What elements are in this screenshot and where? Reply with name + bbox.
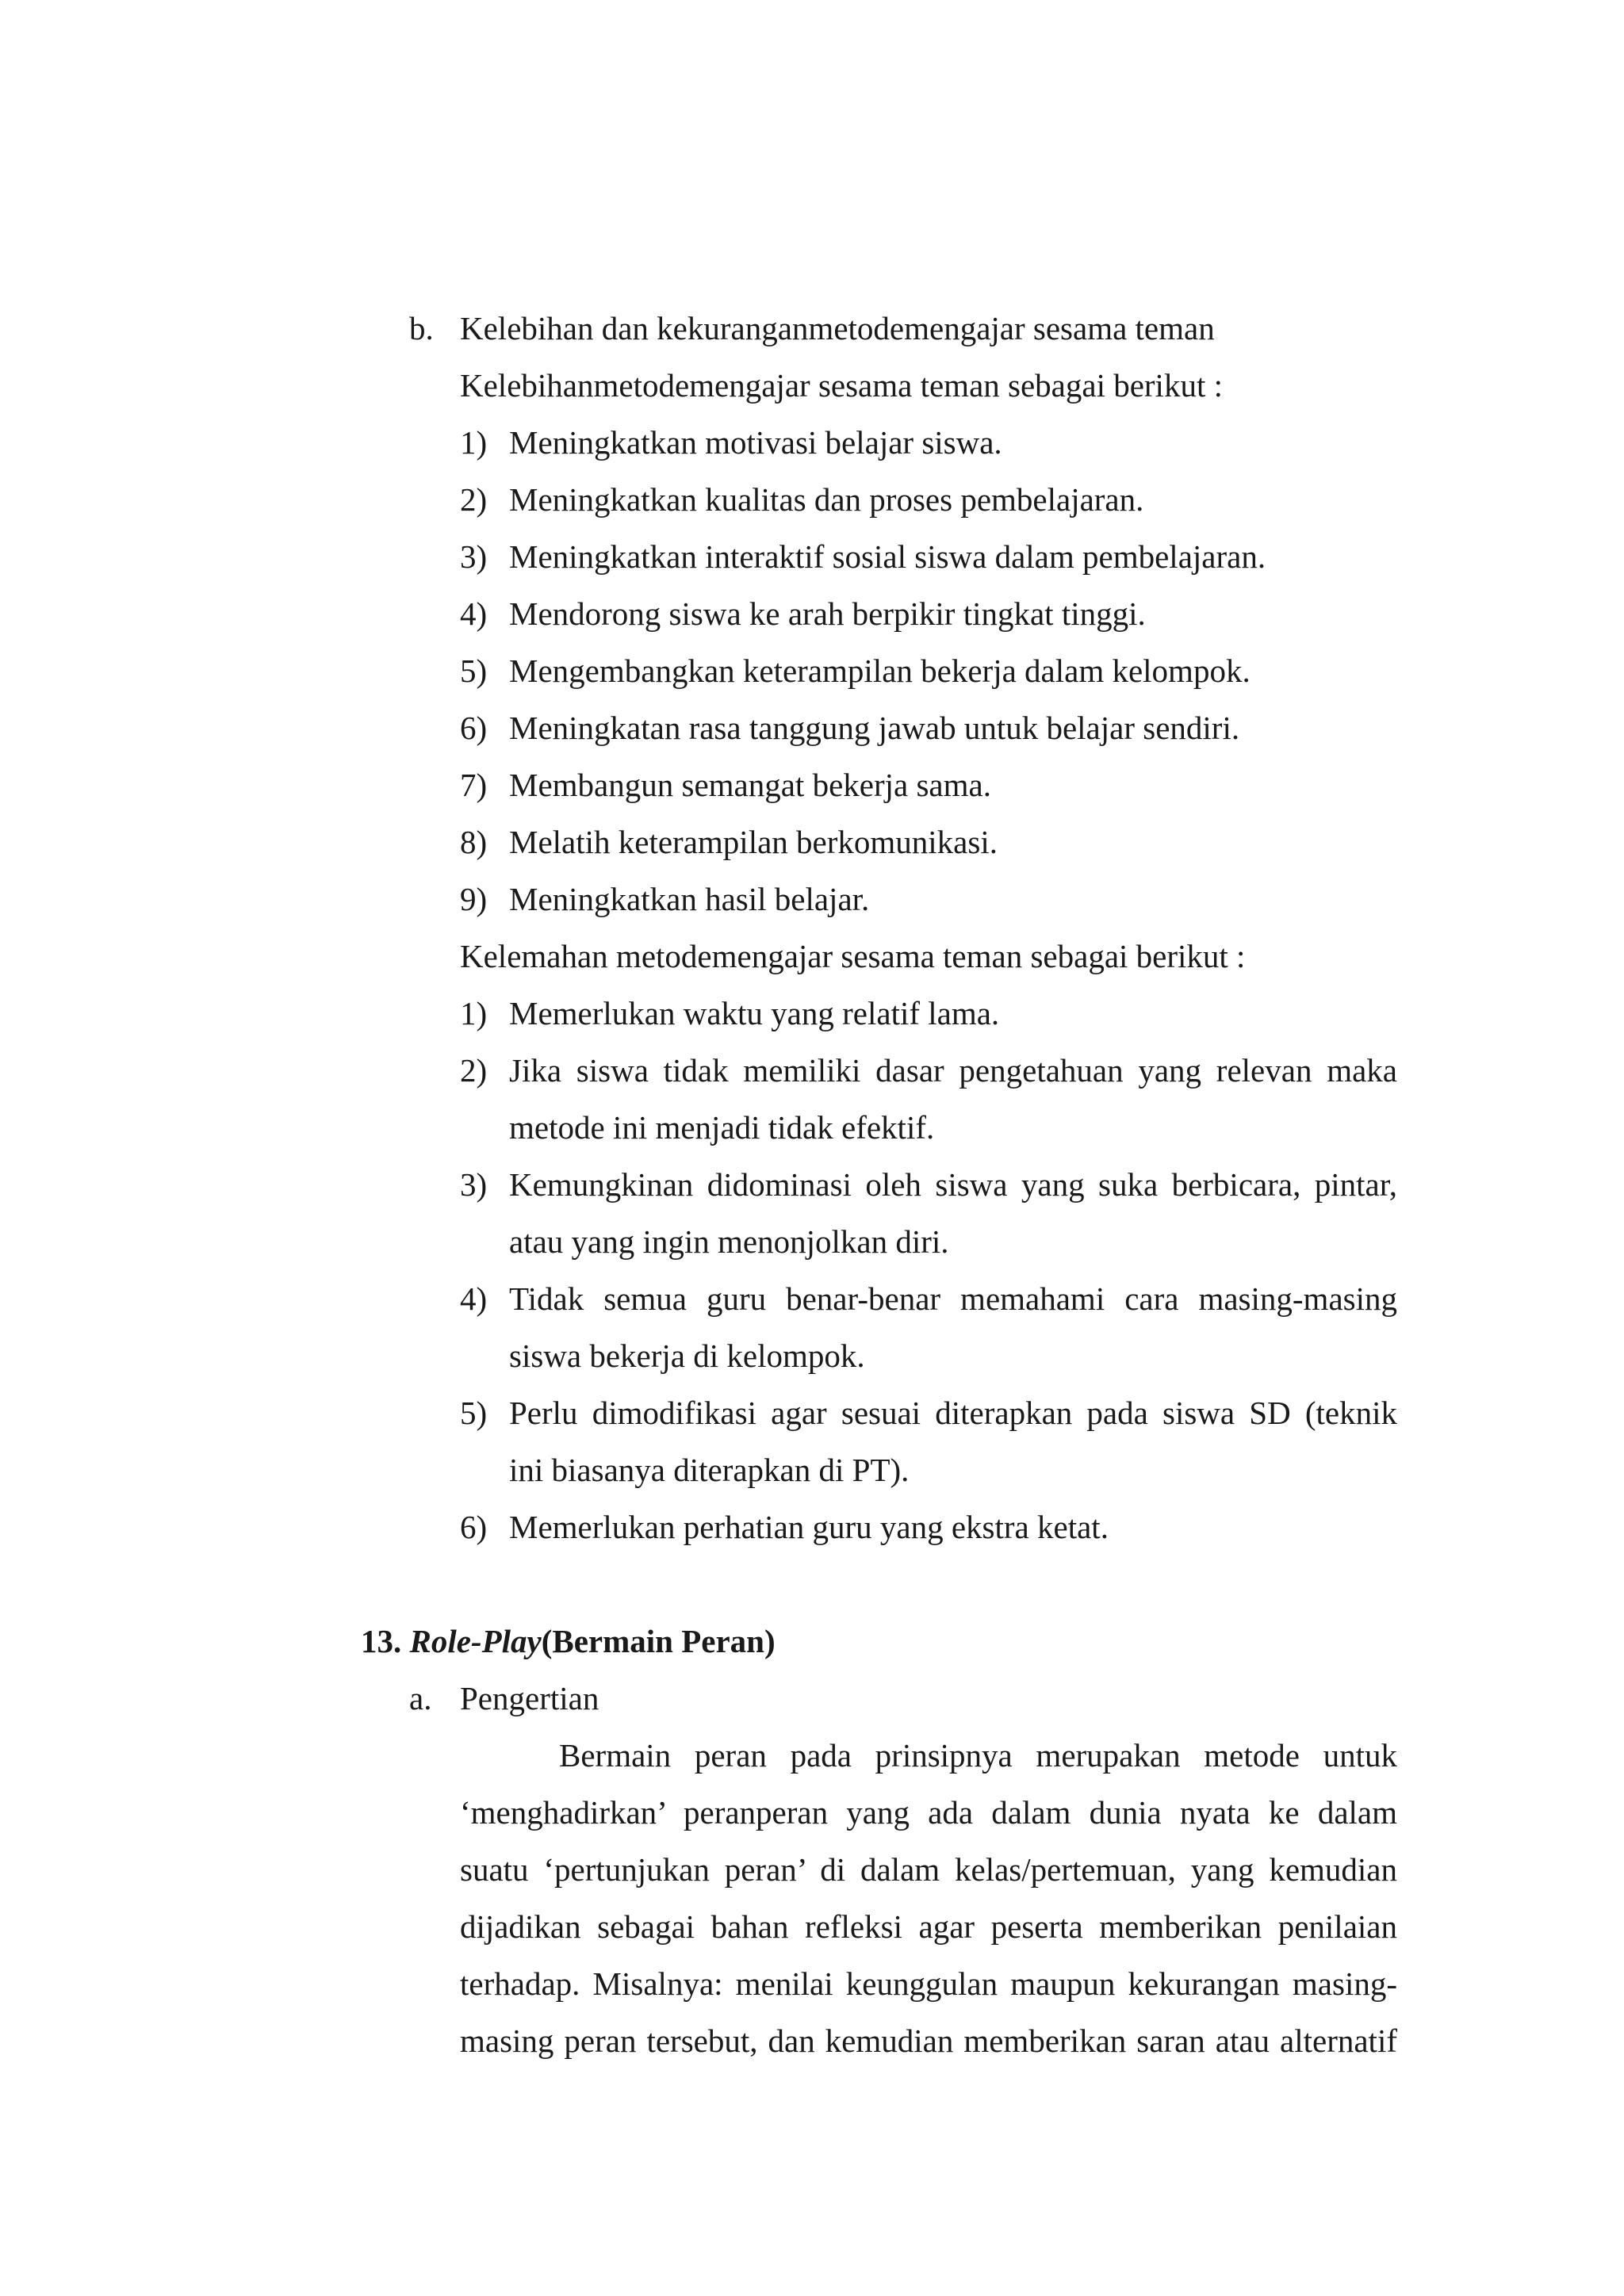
list-marker-b: b.: [409, 310, 434, 346]
weakness-item: Tidak semua guru benar-benar memahami cara masing-masing: [509, 1280, 1397, 1317]
weakness-item: Kemungkinan didominasi oleh siswa yang suka berbicara, pintar,: [509, 1166, 1397, 1203]
strengths-intro: Kelebihanmetodemengajar sesama teman sebagai berikut :: [460, 367, 1223, 404]
strength-item: Melatih keterampilan berkomunikasi.: [509, 824, 998, 860]
weakness-num: 6): [460, 1509, 488, 1545]
weakness-item-cont: atau yang ingin menonjolkan diri.: [509, 1223, 949, 1260]
weakness-num: 2): [460, 1052, 488, 1089]
section-13-title-rest: (Bermain Peran): [541, 1623, 776, 1659]
strength-num: 6): [460, 710, 488, 746]
paragraph-line: suatu ‘pertunjukan peran’ di dalam kelas/pertemuan, yang kemudian: [460, 1851, 1397, 1888]
section-13-title-italic: Role-Play: [409, 1623, 542, 1659]
paragraph-line: dijadikan sebagai bahan refleksi agar peserta memberikan penilaian: [460, 1908, 1397, 1945]
paragraph-line: masing peran tersebut, dan kemudian memberikan saran atau alternatif: [460, 2022, 1397, 2059]
strength-num: 3): [460, 538, 488, 575]
weakness-num: 4): [460, 1280, 488, 1317]
weakness-item: Jika siswa tidak memiliki dasar pengetahuan yang relevan maka: [509, 1052, 1397, 1089]
strength-item: Meningkatkan hasil belajar.: [509, 881, 870, 917]
strength-item: Meningkatkan motivasi belajar siswa.: [509, 424, 1002, 461]
weakness-num: 3): [460, 1166, 488, 1203]
weakness-item: Memerlukan waktu yang relatif lama.: [509, 995, 1000, 1031]
strength-num: 4): [460, 595, 488, 632]
weakness-item-cont: siswa bekerja di kelompok.: [509, 1337, 865, 1374]
weakness-num: 1): [460, 995, 488, 1031]
weakness-item-cont: metode ini menjadi tidak efektif.: [509, 1109, 935, 1146]
strength-num: 2): [460, 481, 488, 518]
section-13-number: 13.: [361, 1623, 402, 1659]
strength-num: 8): [460, 824, 488, 860]
paragraph-line: ‘menghadirkan’ peranperan yang ada dalam dunia nyata ke dalam: [460, 1794, 1397, 1831]
strength-num: 7): [460, 767, 488, 803]
strength-item: Meningkatkan kualitas dan proses pembelajaran.: [509, 481, 1144, 518]
strength-num: 9): [460, 881, 488, 917]
paragraph-line: Bermain peran pada prinsipnya merupakan metode untuk: [559, 1737, 1397, 1774]
section-b-title: Kelebihan dan kekuranganmetodemengajar sesama teman: [460, 310, 1215, 346]
strength-item: Membangun semangat bekerja sama.: [509, 767, 991, 803]
weakness-num: 5): [460, 1395, 488, 1431]
strength-num: 1): [460, 424, 488, 461]
strength-item: Meningkatan rasa tanggung jawab untuk belajar sendiri.: [509, 710, 1240, 746]
strength-item: Mengembangkan keterampilan bekerja dalam kelompok.: [509, 652, 1251, 689]
list-marker-a: a.: [409, 1680, 432, 1716]
weaknesses-intro: Kelemahan metodemengajar sesama teman sebagai berikut :: [460, 938, 1246, 974]
weakness-item: Memerlukan perhatian guru yang ekstra ketat.: [509, 1509, 1109, 1545]
paragraph-line: terhadap. Misalnya: menilai keunggulan maupun kekurangan masing-: [460, 1965, 1397, 2002]
strength-item: Meningkatkan interaktif sosial siswa dalam pembelajaran.: [509, 538, 1266, 575]
sub-a-title: Pengertian: [460, 1680, 599, 1716]
weakness-item: Perlu dimodifikasi agar sesuai diterapkan pada siswa SD (teknik: [509, 1395, 1397, 1431]
strength-item: Mendorong siswa ke arah berpikir tingkat tinggi.: [509, 595, 1146, 632]
strength-num: 5): [460, 652, 488, 689]
section-13-heading: [361, 1621, 776, 1662]
weakness-item-cont: ini biasanya diterapkan di PT).: [509, 1452, 910, 1488]
